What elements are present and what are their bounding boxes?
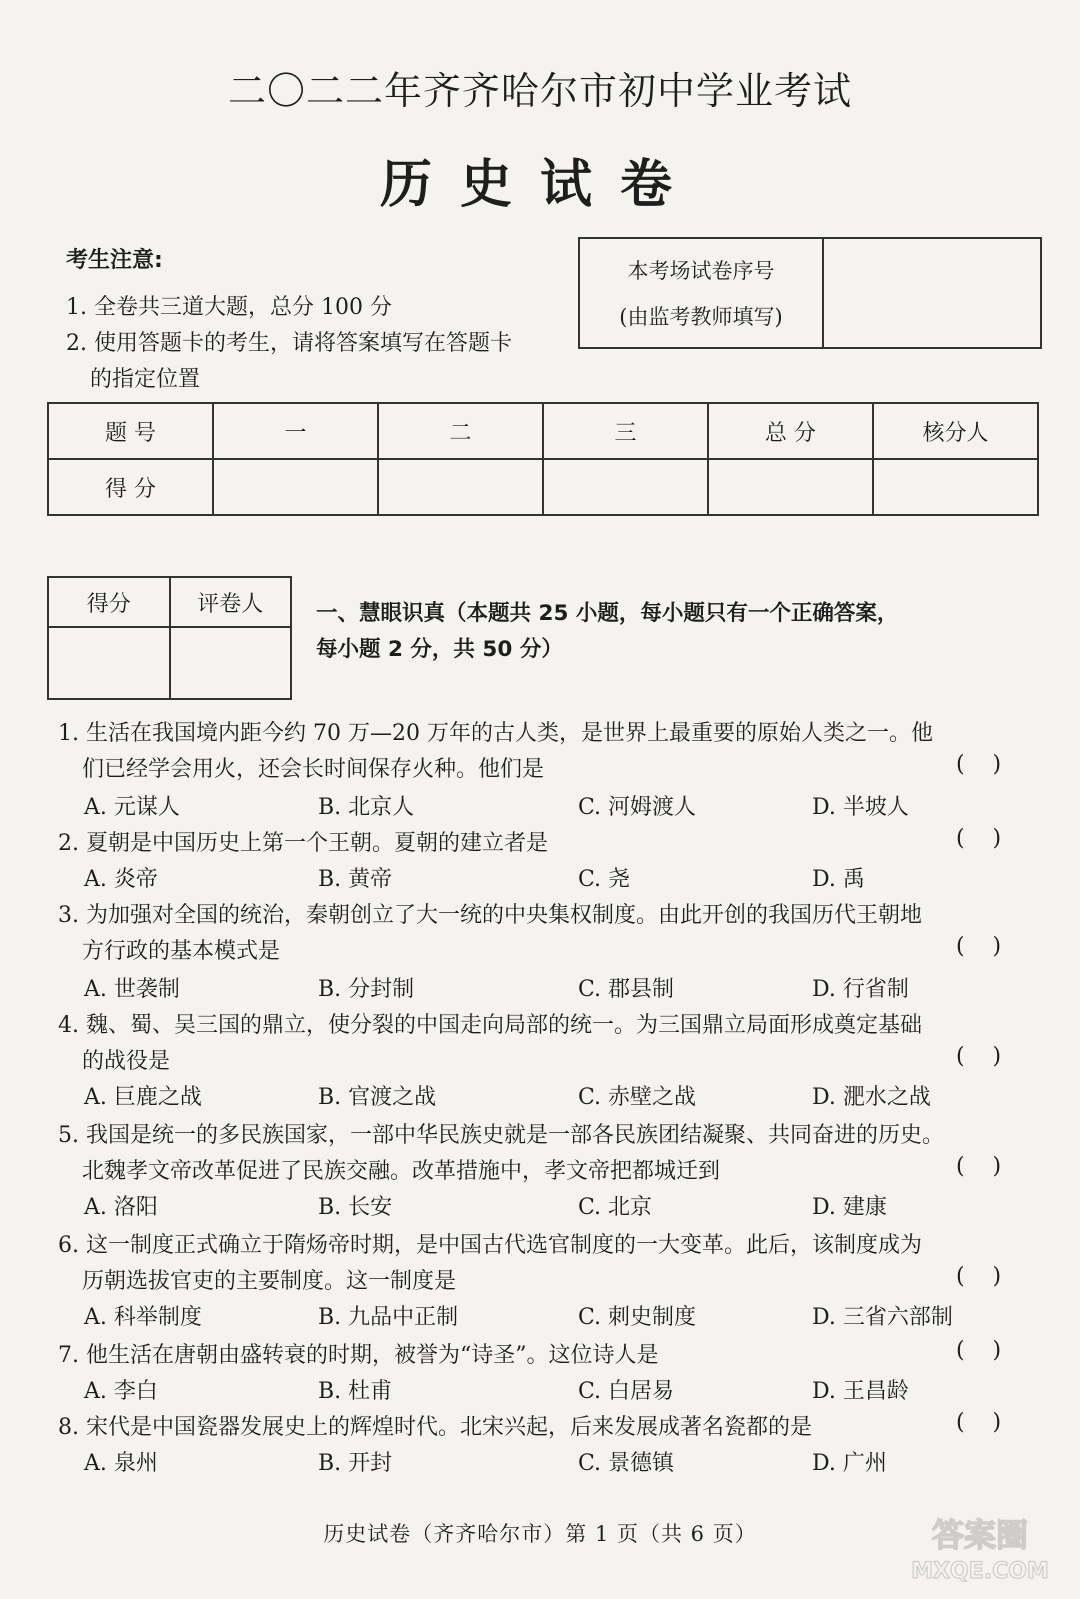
header-cell: 题 号	[48, 403, 213, 459]
question-4-text: 的战役是	[82, 1049, 171, 1074]
question-2-text: 2. 夏朝是中国历史上第一个王朝。夏朝的建立者是	[58, 831, 548, 856]
option-d[interactable]: D. 行省制	[812, 977, 909, 1002]
score-cell[interactable]	[873, 459, 1038, 515]
option-b[interactable]: B. 开封	[318, 1451, 393, 1476]
question-1-text: 1. 生活在我国境内距今约 70 万—20 万年的古人类，是世界上最重要的原始人类之一。他	[58, 721, 933, 746]
option-d[interactable]: D. 半坡人	[812, 795, 909, 820]
question-6-text: 历朝选拔官吏的主要制度。这一制度是	[82, 1269, 457, 1294]
notice-item: 1. 全卷共三道大题，总分 100 分	[66, 295, 392, 320]
option-a[interactable]: A. 炎帝	[84, 867, 158, 892]
score-table	[47, 402, 1039, 516]
option-a[interactable]: A. 元谋人	[84, 795, 180, 820]
answer-bracket[interactable]: ( )	[956, 752, 1002, 777]
option-b[interactable]: B. 北京人	[318, 795, 415, 820]
score-cell[interactable]	[213, 459, 378, 515]
serial-blank[interactable]	[824, 239, 1040, 347]
option-a[interactable]: A. 洛阳	[84, 1195, 158, 1220]
grader-score-label: 得分	[48, 577, 170, 627]
answer-bracket[interactable]: ( )	[956, 934, 1002, 959]
notice-item: 的指定位置	[90, 367, 201, 392]
option-a[interactable]: A. 泉州	[84, 1451, 158, 1476]
option-d[interactable]: D. 淝水之战	[812, 1085, 931, 1110]
option-c[interactable]: C. 赤壁之战	[578, 1085, 697, 1110]
question-3-text: 3. 为加强对全国的统治，秦朝创立了大一统的中央集权制度。由此开创的我国历代王朝地	[58, 903, 922, 928]
option-c[interactable]: C. 郡县制	[578, 977, 675, 1002]
section-one-title	[316, 596, 1036, 668]
answer-bracket[interactable]: ( )	[956, 1154, 1002, 1179]
option-b[interactable]: B. 官渡之战	[318, 1085, 437, 1110]
question-6-text: 6. 这一制度正式确立于隋炀帝时期，是中国古代选官制度的一大变革。此后，该制度成为	[58, 1233, 922, 1258]
score-table-header	[48, 403, 1038, 459]
question-1-text: 们已经学会用火，还会长时间保存火种。他们是	[82, 757, 545, 782]
exam-main-title: 二〇二二年齐齐哈尔市初中学业考试	[227, 69, 852, 113]
answer-bracket[interactable]: ( )	[956, 826, 1002, 851]
score-cell[interactable]	[708, 459, 873, 515]
section-one-line: 一、慧眼识真（本题共 25 小题，每小题只有一个正确答案，	[316, 601, 899, 626]
option-d[interactable]: D. 王昌龄	[812, 1379, 909, 1404]
question-8-text: 8. 宋代是中国瓷器发展史上的辉煌时代。北宋兴起，后来发展成著名瓷都的是	[58, 1415, 812, 1440]
section-one-line: 每小题 2 分，共 50 分）	[316, 637, 563, 662]
option-b[interactable]: B. 长安	[318, 1195, 393, 1220]
serial-number-box	[578, 237, 1042, 349]
header-cell: 核分人	[873, 403, 1038, 459]
question-5-text: 5. 我国是统一的多民族国家，一部中华民族史就是一部各民族团结凝聚、共同奋进的历史。	[58, 1123, 944, 1148]
page-footer: 历史试卷（齐齐哈尔市）第 1 页（共 6 页）	[323, 1522, 757, 1546]
option-d[interactable]: D. 禹	[812, 867, 865, 892]
question-7-text: 7. 他生活在唐朝由盛转衰的时期，被誉为“诗圣”。这位诗人是	[58, 1343, 659, 1368]
question-3-text: 方行政的基本模式是	[82, 939, 281, 964]
option-c[interactable]: C. 河姆渡人	[578, 795, 697, 820]
option-b[interactable]: B. 分封制	[318, 977, 415, 1002]
serial-sublabel: (由监考教师填写)	[619, 305, 783, 329]
option-a[interactable]: A. 巨鹿之战	[84, 1085, 202, 1110]
option-d[interactable]: D. 广州	[812, 1451, 887, 1476]
option-d[interactable]: D. 建康	[812, 1195, 887, 1220]
header-cell: 三	[543, 403, 708, 459]
answer-bracket[interactable]: ( )	[956, 1264, 1002, 1289]
option-c[interactable]: C. 尧	[578, 867, 631, 892]
grader-name-label: 评卷人	[170, 577, 292, 627]
watermark-bottom-text: MXQE.COM	[911, 1559, 1049, 1584]
score-cell[interactable]	[543, 459, 708, 515]
answer-bracket[interactable]: ( )	[956, 1044, 1002, 1069]
question-5-text: 北魏孝文帝改革促进了民族交融。改革措施中，孝文帝把都城迁到	[82, 1159, 721, 1184]
option-c[interactable]: C. 刺史制度	[578, 1305, 697, 1330]
subject-title: 历史试卷	[379, 154, 700, 215]
header-cell: 二	[378, 403, 543, 459]
option-b[interactable]: B. 杜甫	[318, 1379, 393, 1404]
score-table-row	[48, 459, 1038, 515]
grader-table	[47, 576, 292, 700]
watermark-top-text: 答案圈	[931, 1516, 1029, 1554]
option-c[interactable]: C. 景德镇	[578, 1451, 675, 1476]
option-a[interactable]: A. 科举制度	[84, 1305, 202, 1330]
option-a[interactable]: A. 世袭制	[84, 977, 180, 1002]
serial-label: 本考场试卷序号	[627, 259, 775, 283]
grader-name-cell[interactable]	[170, 627, 292, 699]
notice-heading: 考生注意:	[66, 248, 163, 273]
notice-item: 2. 使用答题卡的考生，请将答案填写在答题卡	[66, 331, 512, 356]
option-a[interactable]: A. 李白	[84, 1379, 158, 1404]
option-d[interactable]: D. 三省六部制	[812, 1305, 953, 1330]
row-label: 得 分	[48, 459, 213, 515]
option-c[interactable]: C. 白居易	[578, 1379, 675, 1404]
watermark-logo	[900, 1508, 1060, 1588]
answer-bracket[interactable]: ( )	[956, 1338, 1002, 1363]
score-cell[interactable]	[378, 459, 543, 515]
question-4-text: 4. 魏、蜀、吴三国的鼎立，使分裂的中国走向局部的统一。为三国鼎立局面形成奠定基础	[58, 1013, 922, 1038]
header-cell: 一	[213, 403, 378, 459]
answer-bracket[interactable]: ( )	[956, 1410, 1002, 1435]
option-b[interactable]: B. 黄帝	[318, 867, 393, 892]
serial-label-cell	[580, 239, 824, 347]
grader-score-cell[interactable]	[48, 627, 170, 699]
option-b[interactable]: B. 九品中正制	[318, 1305, 459, 1330]
header-cell: 总 分	[708, 403, 873, 459]
option-c[interactable]: C. 北京	[578, 1195, 653, 1220]
